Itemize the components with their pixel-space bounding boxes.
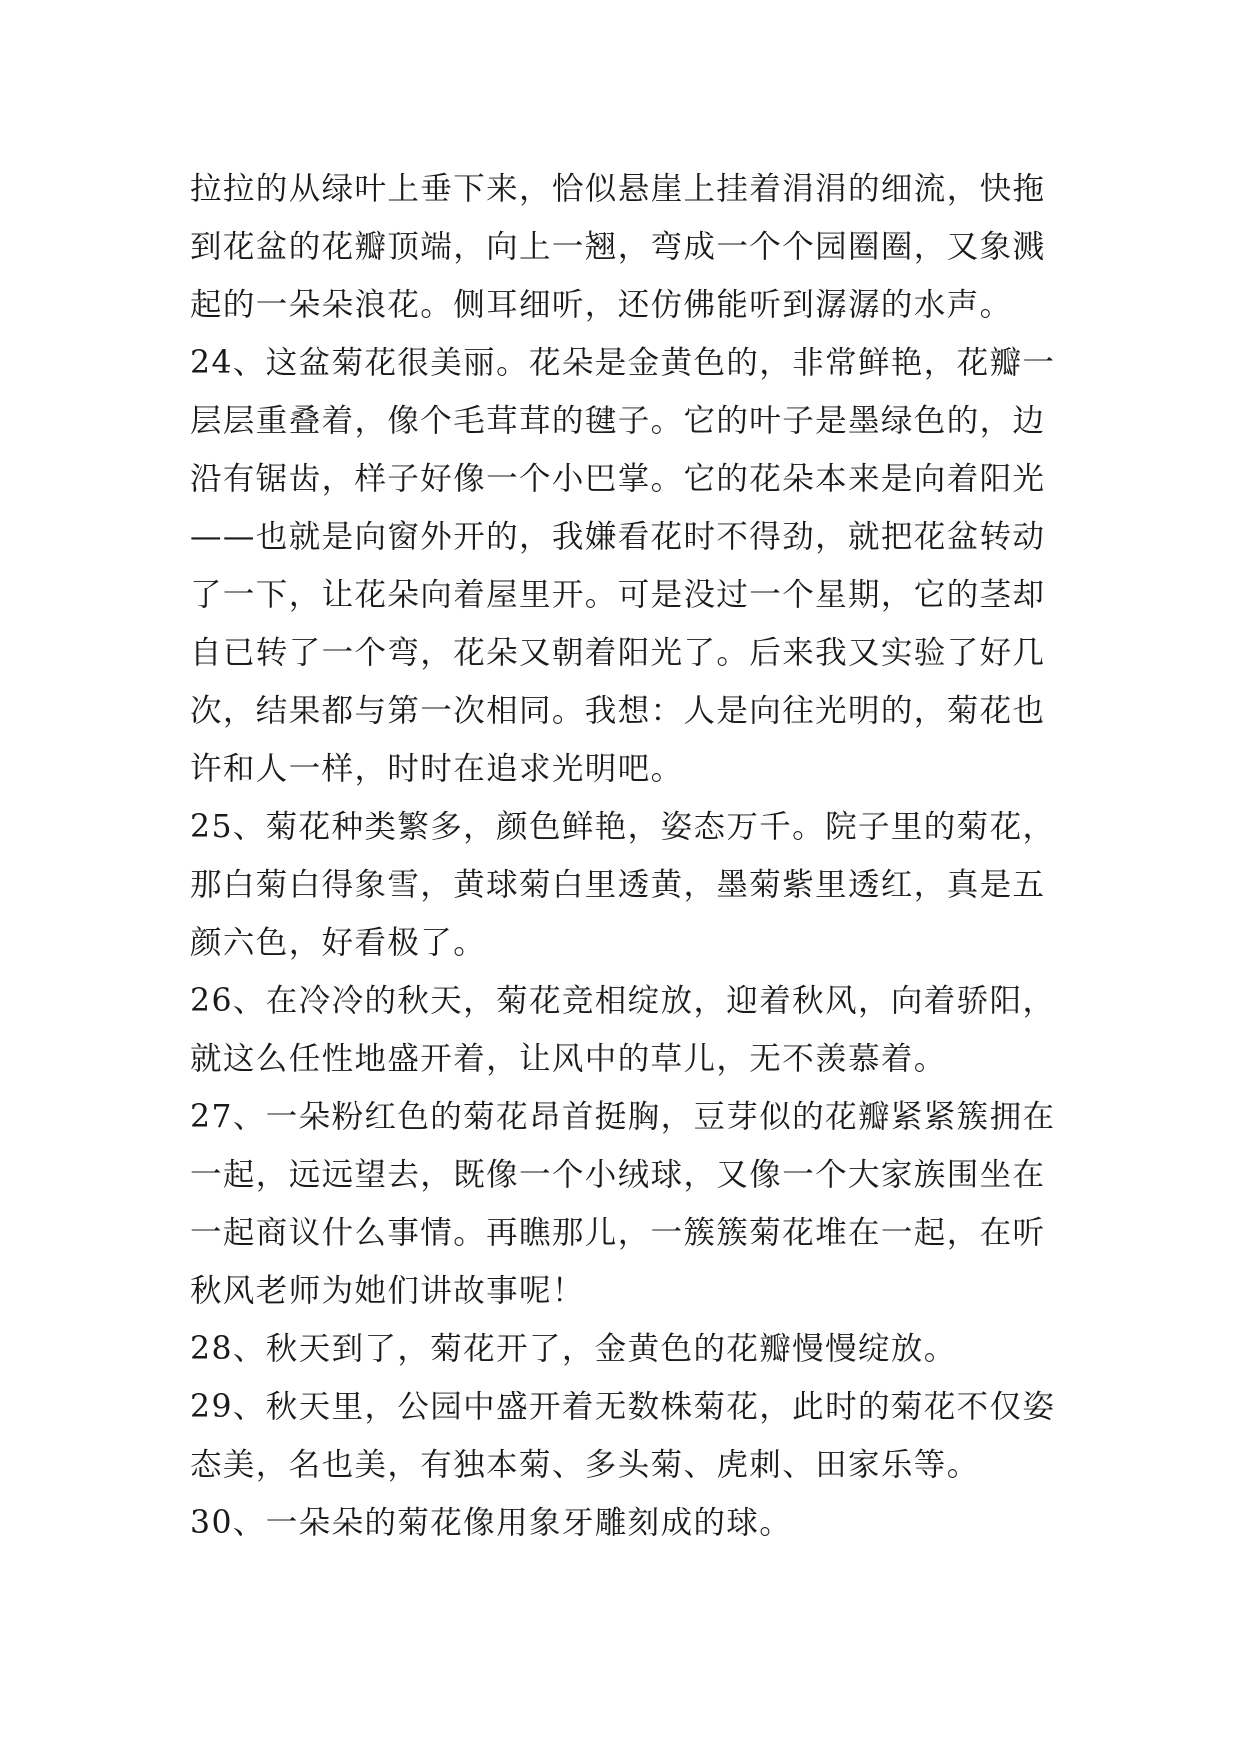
text-line: 26、在冷冷的秋天，菊花竞相绽放，迎着秋风，向着骄阳， [190, 983, 1056, 1019]
text-line: 次，结果都与第一次相同。我想：人是向往光明的，菊花也 [190, 693, 1046, 729]
text-line: 拉拉的从绿叶上垂下来，恰似悬崖上挂着涓涓的细流，快拖 [190, 171, 1046, 207]
text-line: 许和人一样，时时在追求光明吧。 [190, 751, 684, 787]
text-line: 那白菊白得象雪，黄球菊白里透黄，墨菊紫里透红，真是五 [190, 867, 1046, 903]
text-line: 就这么任性地盛开着，让风中的草儿，无不羡慕着。 [190, 1041, 947, 1077]
text-line: 24、这盆菊花很美丽。花朵是金黄色的，非常鲜艳，花瓣一 [190, 345, 1056, 381]
text-line: 态美，名也美，有独本菊、多头菊、虎刺、田家乐等。 [190, 1447, 980, 1483]
text-line: 层层重叠着，像个毛茸茸的毽子。它的叶子是墨绿色的，边 [190, 403, 1046, 439]
text-line: 沿有锯齿，样子好像一个小巴掌。它的花朵本来是向着阳光 [190, 461, 1046, 497]
text-line: 28、秋天到了，菊花开了，金黄色的花瓣慢慢绽放。 [190, 1331, 957, 1367]
text-line: 自已转了一个弯，花朵又朝着阳光了。后来我又实验了好几 [190, 635, 1046, 671]
text-line: 29、秋天里，公园中盛开着无数株菊花，此时的菊花不仅姿 [190, 1389, 1056, 1425]
body-text [190, 160, 1070, 1552]
text-line: 一起，远远望去，既像一个小绒球，又像一个大家族围坐在 [190, 1157, 1046, 1193]
text-line: 一起商议什么事情。再瞧那儿，一簇簇菊花堆在一起，在听 [190, 1215, 1046, 1251]
text-line: 了一下，让花朵向着屋里开。可是没过一个星期，它的茎却 [190, 577, 1046, 613]
text-line: 到花盆的花瓣顶端，向上一翘，弯成一个个园圈圈，又象溅 [190, 229, 1046, 265]
text-line: 起的一朵朵浪花。侧耳细听，还仿佛能听到潺潺的水声。 [190, 287, 1013, 323]
text-line: 30、一朵朵的菊花像用象牙雕刻成的球。 [190, 1505, 793, 1541]
text-line: 27、一朵粉红色的菊花昂首挺胸，豆芽似的花瓣紧紧簇拥在 [190, 1099, 1056, 1135]
text-line: 颜六色，好看极了。 [190, 925, 487, 961]
text-line: 秋风老师为她们讲故事呢！ [190, 1273, 585, 1309]
text-line: 25、菊花种类繁多，颜色鲜艳，姿态万千。院子里的菊花， [190, 809, 1056, 845]
text-line: ——也就是向窗外开的，我嫌看花时不得劲，就把花盆转动 [190, 519, 1046, 555]
